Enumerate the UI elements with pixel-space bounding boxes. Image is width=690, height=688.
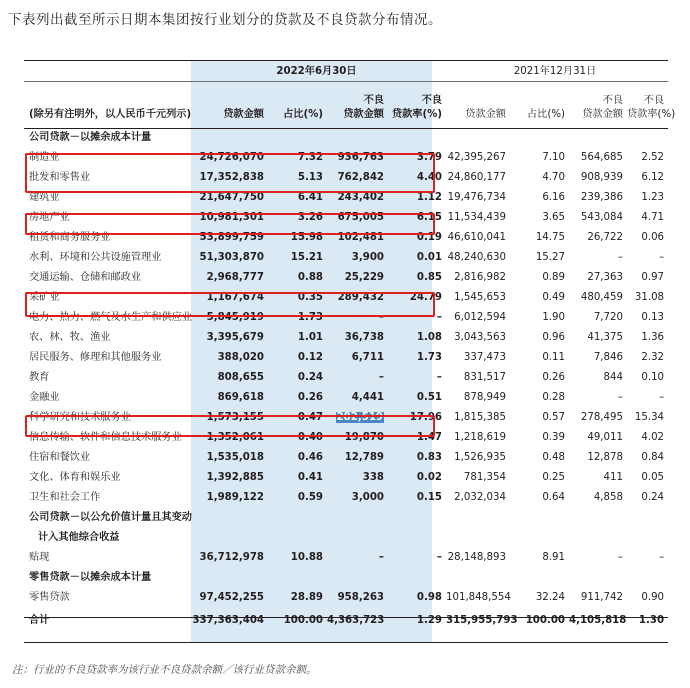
cell-value: – [378,552,384,563]
cell-value: 0.25 [542,472,565,483]
cell-value: 0.88 [297,272,323,283]
cell-value: 1.36 [641,332,665,343]
row-label: 贴现 [29,552,50,563]
cell-value: 869,618 [217,392,264,403]
cell-value: 4.40 [416,172,442,183]
cell-value: 0.40 [297,432,323,443]
cell-value: 0.48 [542,452,565,463]
row-label: 零售贷款 [29,592,70,603]
row-label: 合计 [29,614,50,626]
cell-value: 21,647,750 [199,192,264,203]
cell-value: 1.12 [416,192,442,203]
table-row [24,468,668,488]
intro-text: 下表列出截至所示日期本集团按行业划分的贷款及不良贷款分布情况。 [8,12,442,28]
row-label: 租赁和商务服务业 [29,232,111,243]
table-row [24,368,668,388]
cell-value: 0.96 [542,332,565,343]
cell-value: 564,685 [580,152,623,163]
cell-value: 0.64 [542,492,565,503]
cell-value: 0.24 [297,372,323,383]
total-row [24,608,668,633]
row-label: 房地产业 [29,212,70,223]
cell-value: 3,395,679 [206,332,264,343]
cell-value: 0.51 [416,392,442,403]
cell-value: 808,655 [217,372,264,383]
cell-value: 1,526,935 [454,452,506,463]
cell-value: 0.26 [542,372,565,383]
cell-value: – [658,252,665,263]
cell-value: 0.24 [641,492,665,503]
cell-value: 10,981,301 [199,212,264,223]
cell-value: 0.06 [641,232,665,243]
row-label: 卫生和社会工作 [29,492,101,503]
col-header: 占比(%) [526,109,565,120]
cell-value: – [658,552,665,563]
cell-value: 1,545,653 [454,292,506,303]
section-label: 公司贷款－以摊余成本计量 [29,132,152,143]
cell-value: 0.39 [542,432,565,443]
cell-value: 2,032,034 [454,492,506,503]
cell-value: 28,148,893 [447,552,506,563]
cell-value: 15.27 [535,252,565,263]
cell-value: 100.00 [525,614,565,626]
cell-value: 100.00 [283,614,323,626]
period-prior: 2021年12月31日 [513,66,597,77]
cell-value: 1.23 [641,192,665,203]
cell-value: 3.79 [416,152,442,163]
cell-value: – [436,312,442,323]
cell-value: 0.57 [542,412,565,423]
cell-value: 243,402 [337,192,384,203]
section-label: 零售贷款－以摊余成本计量 [29,572,152,583]
period-current: 2022年6月30日 [276,66,357,77]
table-row [24,448,668,468]
cell-value: 15.98 [290,232,323,243]
rule-top [24,60,668,61]
cell-value: 0.85 [416,272,442,283]
col-header: 不良 贷款金额 [343,95,384,120]
cell-value: 337,473 [463,352,506,363]
cell-value: 6.41 [297,192,323,203]
cell-value: 3,043,563 [454,332,506,343]
cell-value: 958,263 [337,592,384,603]
cell-value: 0.15 [416,492,442,503]
cell-value: 0.13 [641,312,665,323]
cell-value: 53,899,759 [199,232,264,243]
cell-value: 0.26 [297,392,323,403]
cell-value: 5,845,919 [206,312,264,323]
cell-value: 2,816,982 [454,272,506,283]
cell-value: 49,011 [587,432,623,443]
cell-value: 338 [362,472,384,483]
section-corporate-amortized [24,128,668,148]
cell-value: 0.05 [641,472,665,483]
cell-value: 0.28 [542,392,565,403]
cell-value: 7,720 [593,312,623,323]
cell-value: 1,815,385 [454,412,506,423]
cell-value: 0.98 [416,592,442,603]
cell-value: 27,363 [587,272,623,283]
discount-row [24,548,668,568]
cell-value: 831,517 [463,372,506,383]
cell-value: 278,495 [580,412,623,423]
cell-value: 1,989,122 [206,492,264,503]
col-header: 不良 贷款率(%) [627,95,676,120]
cell-value: 12,789 [344,452,384,463]
cell-value: 7.32 [297,152,323,163]
cell-value: 0.41 [297,472,323,483]
cell-value: 4,363,723 [327,614,385,626]
cell-value: 19,870 [344,432,384,443]
cell-value: 17.96 [409,412,442,423]
cell-value: 28.89 [290,592,323,603]
row-label: 水利、环境和公共设施管理业 [29,252,162,263]
cell-value: 0.12 [297,352,323,363]
cell-value: – [617,252,623,263]
section-corporate-fvoci [24,508,668,528]
cell-value: 1,352,061 [206,432,264,443]
table-row [24,348,668,368]
row-label: 建筑业 [29,192,60,203]
cell-value: 0.10 [641,372,665,383]
row-label: 电力、热力、燃气及水生产和供应业 [29,312,192,323]
cell-value: 46,610,041 [447,232,506,243]
cell-value: – [378,372,384,383]
cell-value: 936,763 [337,152,384,163]
cell-value: 36,712,978 [199,552,264,563]
cell-value: 8.91 [542,552,565,563]
cell-value: 0.59 [297,492,323,503]
row-label: 文化、体育和娱乐业 [29,472,121,483]
cell-value: 4,858 [593,492,623,503]
col-header: 占比(%) [283,109,323,120]
cell-value: 0.19 [416,232,442,243]
cell-value: 1.73 [297,312,323,323]
section-retail [24,568,668,588]
col-header: 贷款金额 [465,109,506,120]
cell-value: – [658,392,665,403]
cell-value: 0.84 [641,452,665,463]
table-row [24,248,668,268]
cell-value: 11,534,439 [447,212,506,223]
cell-value: 4,441 [351,392,384,403]
cell-value: 388,020 [217,352,264,363]
cell-value: 31.08 [634,292,665,303]
cell-value: 48,240,630 [447,252,506,263]
cell-value: 0.89 [542,272,565,283]
cell-value: 6.15 [416,212,442,223]
cell-value: 42,395,267 [447,152,506,163]
table-row [24,328,668,348]
column-header-row [24,82,668,128]
cell-value: 315,955,793 [446,614,518,626]
cell-value: 1.29 [416,614,442,626]
cell-value: 3.65 [542,212,565,223]
col-header: 贷款金额 [223,109,264,120]
section-label: 计入其他综合收益 [38,532,120,543]
cell-value: 1,218,619 [454,432,506,443]
cell-value: 10.88 [290,552,323,563]
cell-value: 1.30 [638,614,665,626]
cell-value: 543,084 [580,212,623,223]
cell-value: 4.02 [641,432,665,443]
row-label: 交通运输、仓储和邮政业 [29,272,142,283]
cell-value: 4.71 [641,212,665,223]
selected-text[interactable]: 282,519 [336,412,383,423]
cell-value: 0.46 [297,452,323,463]
cell-value: – [617,392,623,403]
cell-value: 41,375 [587,332,623,343]
cell-value: 781,354 [463,472,506,483]
cell-value: 1,573,155 [206,412,264,423]
row-label: 金融业 [29,392,60,403]
period-header-row [24,62,668,82]
rule-bottom [24,642,668,643]
cell-value: 1.90 [542,312,565,323]
table-row [24,388,668,408]
section-corporate-fvoci-line2 [24,528,668,548]
cell-value: 6,711 [351,352,384,363]
cell-value: 3,000 [351,492,384,503]
highlight-box-mining [25,292,435,317]
cell-value: 844 [603,372,623,383]
cell-value: 24.79 [409,292,442,303]
cell-value: 32.24 [535,592,565,603]
loan-distribution-table [24,62,676,633]
cell-value: 239,386 [580,192,623,203]
cell-value: 1,535,018 [206,452,264,463]
cell-value: 51,303,870 [199,252,264,263]
cell-value: 0.49 [542,292,565,303]
highlight-box-real-estate [25,213,435,235]
cell-value: 0.02 [416,472,442,483]
highlight-box-manufacturing-wholesale [25,153,435,193]
cell-value: 1.73 [416,352,442,363]
cell-value: 0.35 [297,292,323,303]
cell-value: 25,229 [344,272,384,283]
cell-value: 480,459 [580,292,623,303]
row-label: 居民服务、修理和其他服务业 [29,352,162,363]
cell-value: 0.83 [416,452,442,463]
row-label: 采矿业 [29,292,60,303]
cell-value: 1,392,885 [206,472,264,483]
cell-value: 0.97 [641,272,665,283]
cell-value: – [378,312,384,323]
cell-value: 4,105,818 [569,614,627,626]
cell-value: 24,860,177 [447,172,506,183]
cell-value: 15.21 [290,252,323,263]
footnote: 注：行业的不良贷款率为该行业不良贷款余额／该行业贷款余额。 [12,664,317,676]
row-label: 批发和零售业 [29,172,91,183]
cell-value: 675,005 [337,212,384,223]
cell-value: 0.90 [641,592,665,603]
cell-value: 2,968,777 [206,272,264,283]
cell-value: 26,722 [587,232,623,243]
cell-value: 7.10 [542,152,565,163]
cell-value: 102,481 [337,232,384,243]
cell-value: 3,900 [351,252,384,263]
cell-value: 2.52 [641,152,665,163]
cell-value: 1.01 [297,332,323,343]
cell-value: 6.12 [641,172,665,183]
cell-value: 36,738 [344,332,384,343]
cell-value: 1,167,674 [206,292,264,303]
cell-value: 1.47 [416,432,442,443]
cell-value: – [617,552,623,563]
col-header: 不良 贷款率(%) [391,95,442,120]
cell-value: 762,842 [337,172,384,183]
cell-value: 908,939 [580,172,623,183]
row-label: 住宿和餐饮业 [29,452,91,463]
cell-value: – [436,552,442,563]
cell-value: 0.01 [416,252,442,263]
row-label: 教育 [29,372,50,383]
cell-value: 97,452,255 [199,592,264,603]
cell-value: 289,432 [337,292,384,303]
section-label: 公司贷款－以公允价值计量且其变动 [29,512,192,523]
cell-value: 5.13 [297,172,323,183]
cell-value: 911,742 [580,592,623,603]
row-label: 农、林、牧、渔业 [29,332,111,343]
retail-row [24,588,668,608]
table-row [24,268,668,288]
cell-value: 2.32 [641,352,665,363]
cell-value: 12,878 [587,452,623,463]
cell-value: 6,012,594 [454,312,506,323]
col-header: 不良 贷款金额 [582,95,623,120]
cell-value: 0.47 [297,412,323,423]
cell-value: 3.26 [297,212,323,223]
cell-value: 15.34 [634,412,665,423]
table-row [24,488,668,508]
cell-value: 337,363,404 [192,614,264,626]
row-label: 科学研究和技术服务业 [29,412,131,423]
cell-value: 1.08 [416,332,442,343]
cell-value: 7,846 [593,352,623,363]
cell-value: 19,476,734 [447,192,506,203]
cell-value: 14.75 [535,232,565,243]
cell-value: 24,726,070 [199,152,264,163]
row-label: 制造业 [29,152,60,163]
cell-value: 0.11 [542,352,565,363]
highlight-box-scientific-research [25,415,435,437]
cell-value: 411 [603,472,623,483]
row-label: 信息传输、软件和信息技术服务业 [29,432,182,443]
cell-value: 878,949 [463,392,506,403]
cell-value: 6.16 [542,192,565,203]
cell-value: 4.70 [542,172,565,183]
caption: (除另有注明外，以人民币千元列示) [29,109,192,120]
cell-value: 101,848,554 [446,592,511,603]
cell-value: 17,352,838 [199,172,264,183]
cell-value: – [436,372,442,383]
